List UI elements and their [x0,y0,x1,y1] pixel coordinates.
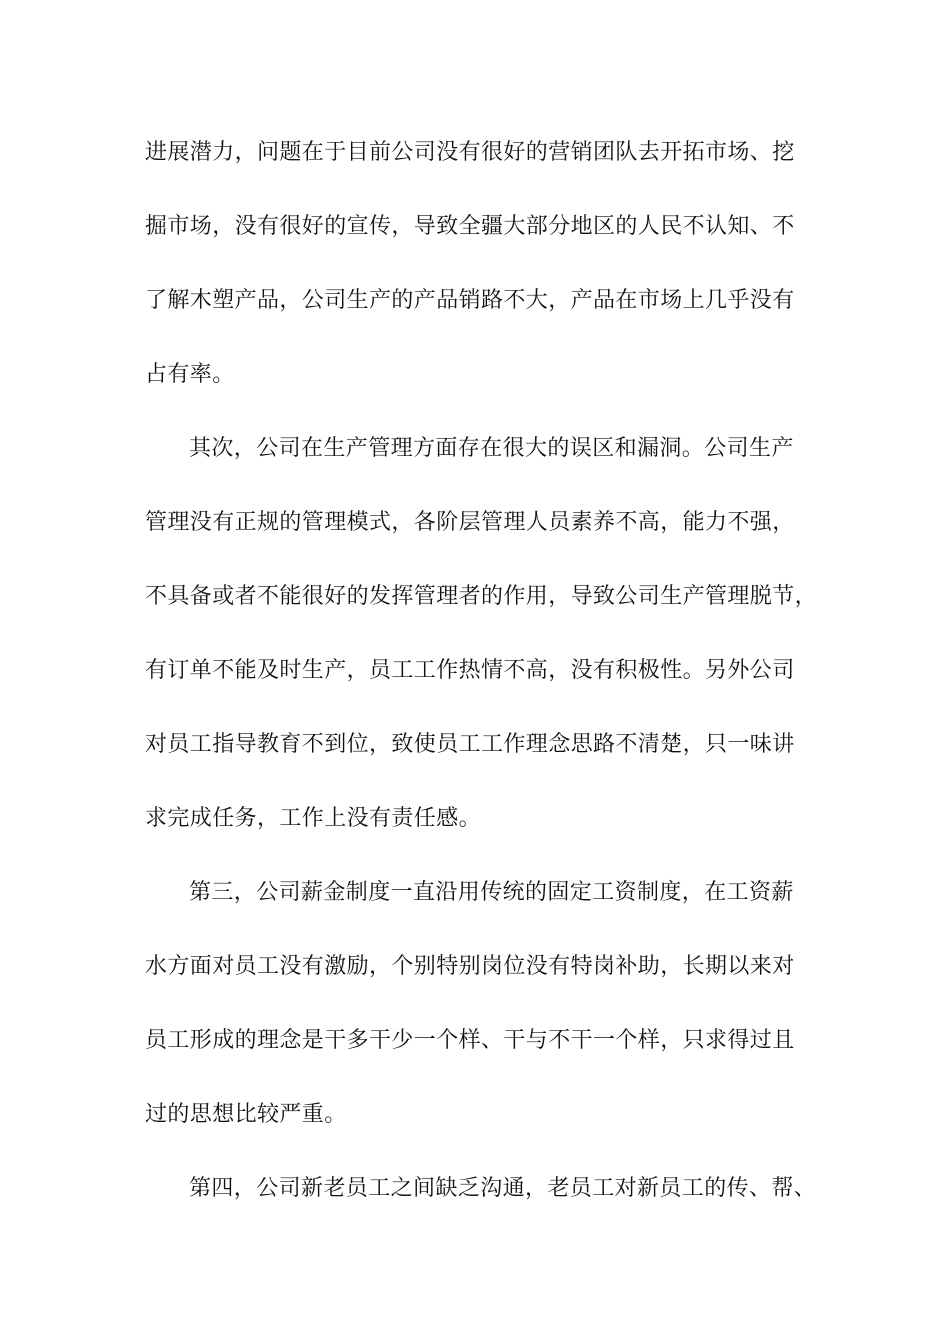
text-line-2: 掘市场，没有很好的宣传，导致全疆大部分地区的人民不认知、不 [145,214,795,239]
paragraph-start-line: 其次，公司在生产管理方面存在很大的误区和漏洞。公司生产 [189,436,794,461]
paragraph-start-line: 第四，公司新老员工之间缺乏沟通，老员工对新员工的传、帮、 [189,1176,817,1201]
text-line-8: 有订单不能及时生产，员工工作热情不高，没有积极性。另外公司 [145,658,795,683]
text-line-1: 进展潜力，问题在于目前公司没有很好的营销团队去开拓市场、挖 [145,140,795,165]
text-line-12: 水方面对员工没有激励，个别特别岗位没有特岗补助，长期以来对 [145,954,795,979]
text-line-4: 占有率。 [145,362,235,387]
text-line-9: 对员工指导教育不到位，致使员工工作理念思路不清楚，只一味讲 [145,732,795,757]
text-line-13: 员工形成的理念是干多干少一个样、干与不干一个样，只求得过且 [145,1028,795,1053]
text-line-7: 不具备或者不能很好的发挥管理者的作用，导致公司生产管理脱节， [145,584,818,609]
text-line-14: 过的思想比较严重。 [145,1102,347,1127]
text-line-10: 求完成任务，工作上没有责任感。 [145,806,482,831]
text-line-3: 了解木塑产品，公司生产的产品销路不大，产品在市场上几乎没有 [145,288,795,313]
text-line-6: 管理没有正规的管理模式，各阶层管理人员素养不高，能力不强， [145,510,795,535]
paragraph-start-line: 第三，公司薪金制度一直沿用传统的固定工资制度，在工资薪 [189,880,794,905]
